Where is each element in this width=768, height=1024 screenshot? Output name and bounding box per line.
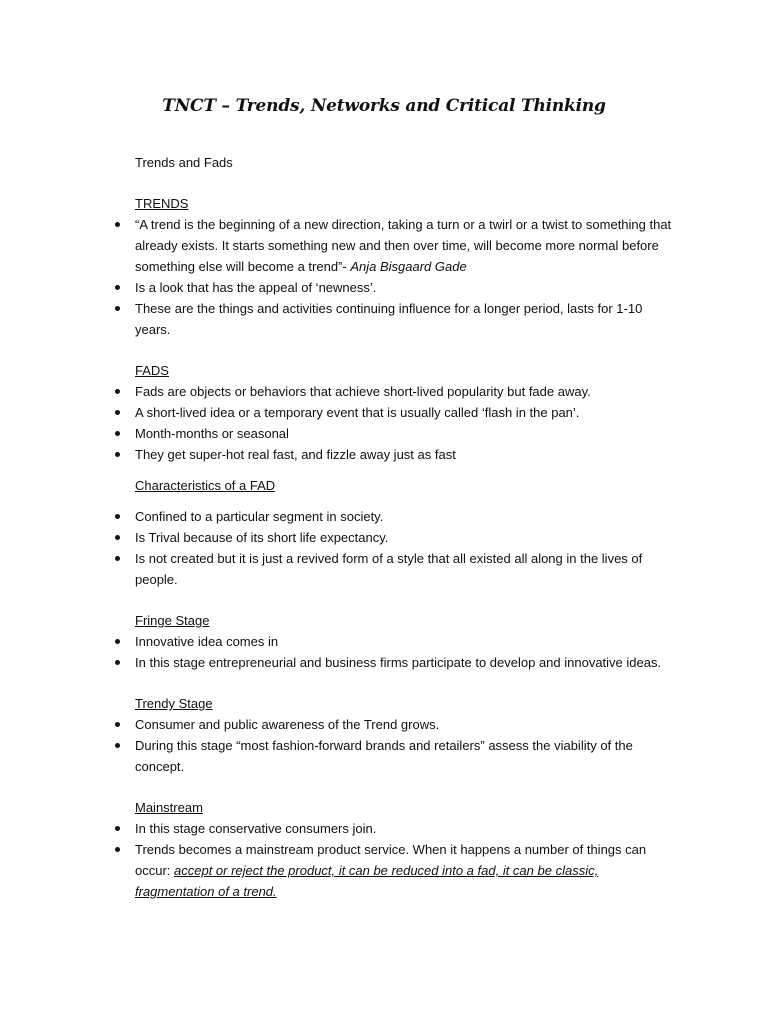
- mainstream-emphasis-text: accept or reject the product, it can be reduced into a fad, it can be classic, fragmentation of a trend.: [135, 863, 599, 899]
- mainstream-lead-text: Trends becomes a mainstream product service. When it happens a number of things can occur:: [135, 842, 647, 878]
- section-heading-mainstream: Mainstream: [135, 800, 203, 815]
- mainstream-list: [135, 818, 680, 902]
- section-trendy: [135, 693, 680, 777]
- section-characteristics: [135, 475, 680, 590]
- section-heading-characteristics: Characteristics of a FAD: [135, 478, 276, 493]
- list-item: Is Trival because of its short life expectancy.: [135, 527, 680, 548]
- list-item: [135, 214, 680, 277]
- document-body: [135, 152, 680, 902]
- section-trends: [135, 193, 680, 340]
- list-item: During this stage “most fashion-forward brands and retailers” assess the viability of the concept.: [135, 735, 680, 777]
- list-item: Is not created but it is just a revived form of a style that all existed all along in the lives of people.: [135, 548, 680, 590]
- quote-author: Anja Bisgaard Gade: [350, 259, 467, 274]
- characteristics-list: [135, 506, 680, 590]
- list-item: They get super-hot real fast, and fizzle away just as fast: [135, 444, 680, 465]
- section-heading-trends: TRENDS: [135, 196, 189, 211]
- list-item: In this stage entrepreneurial and business firms participate to develop and innovative ideas.: [135, 652, 680, 673]
- list-item: [135, 839, 680, 902]
- list-item: These are the things and activities continuing influence for a longer period, lasts for 1-10 years.: [135, 298, 680, 340]
- fringe-list: [135, 631, 680, 673]
- list-item: Fads are objects or behaviors that achieve short-lived popularity but fade away.: [135, 381, 680, 402]
- section-heading-fads: FADS: [135, 363, 169, 378]
- list-item: Is a look that has the appeal of ‘newness’.: [135, 277, 680, 298]
- list-item: In this stage conservative consumers join.: [135, 818, 680, 839]
- section-fads: [135, 360, 680, 465]
- section-heading-trendy: Trendy Stage: [135, 696, 213, 711]
- list-item: Consumer and public awareness of the Trend grows.: [135, 714, 680, 735]
- list-item: Innovative idea comes in: [135, 631, 680, 652]
- list-item: Month-months or seasonal: [135, 423, 680, 444]
- list-item: A short-lived idea or a temporary event that is usually called ‘flash in the pan’.: [135, 402, 680, 423]
- section-heading-fringe: Fringe Stage: [135, 613, 210, 628]
- subtitle: Trends and Fads: [135, 155, 233, 170]
- trends-list: [135, 214, 680, 340]
- document-title: TNCT – Trends, Networks and Critical Thinking: [162, 96, 606, 116]
- section-fringe: [135, 610, 680, 673]
- trend-quote: “A trend is the beginning of a new direction, taking a turn or a twirl or a twist to something that already exists. It starts something new and then over time, will become more normal before something else will become a trend”-: [135, 217, 672, 274]
- trendy-list: [135, 714, 680, 777]
- section-mainstream: [135, 797, 680, 902]
- list-item: Confined to a particular segment in society.: [135, 506, 680, 527]
- fads-list: [135, 381, 680, 465]
